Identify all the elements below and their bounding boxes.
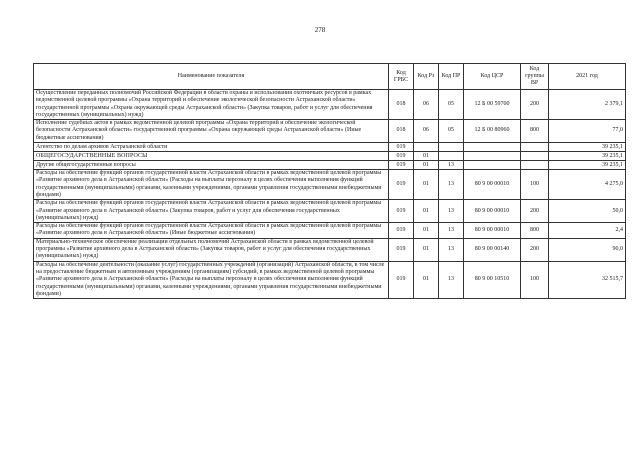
header-grbs-code: Код ГРБС [389,64,414,90]
row-csr: 80 9 00 10510 [464,261,521,298]
row-grbs: 019 [389,152,414,161]
row-pr [439,152,464,161]
row-rz: 01 [414,161,439,170]
row-rz: 01 [414,261,439,298]
row-csr: 80 9 00 00010 [464,170,521,200]
page-number: 278 [314,26,326,34]
row-rz: 01 [414,238,439,261]
table-row [34,170,626,200]
row-csr: 12 Б 00 80960 [464,120,521,143]
row-grbs: 019 [389,143,414,152]
row-vr [521,161,549,170]
table-row [34,90,626,120]
row-vr: 100 [521,261,549,298]
row-rz: 01 [414,223,439,239]
row-grbs: 019 [389,161,414,170]
row-vr: 200 [521,200,549,223]
row-vr [521,143,549,152]
row-indicator-name: Расходы на обеспечение функций органов государственной власти Астраханской области в рамках ведомственной целевой программы «Развитие архивного дела в Астраханской области» (Закупка товаров, работ и услуг для обеспечения государственных (муниципальных) нужд) [34,200,389,223]
row-rz: 01 [414,200,439,223]
row-rz: 01 [414,152,439,161]
row-amount: 2,4 [549,223,626,239]
row-pr: 13 [439,261,464,298]
row-indicator-name: ОБЩЕГОСУДАРСТВЕННЫЕ ВОПРОСЫ [34,152,389,161]
row-csr: 12 Б 00 59700 [464,90,521,120]
row-csr [464,152,521,161]
row-vr: 100 [521,170,549,200]
row-amount: 32 515,7 [549,261,626,298]
table-row [34,261,626,298]
row-grbs: 019 [389,261,414,298]
table-row [34,152,626,161]
row-indicator-name: Агентство по делам архивов Астраханской области [34,143,389,152]
row-pr: 13 [439,223,464,239]
row-rz: 01 [414,170,439,200]
budget-table [33,63,626,299]
row-pr: 05 [439,90,464,120]
header-indicator-name: Наименование показателя [34,64,389,90]
table-header-row [34,64,626,90]
row-pr: 13 [439,161,464,170]
row-rz: 06 [414,120,439,143]
header-csr-code: Код ЦСР [464,64,521,90]
header-pr-code: Код ПР [439,64,464,90]
row-pr [439,143,464,152]
row-grbs: 019 [389,200,414,223]
row-rz [414,143,439,152]
table-row [34,161,626,170]
row-indicator-name: Другие общегосударственные вопросы [34,161,389,170]
row-pr: 13 [439,200,464,223]
row-grbs: 018 [389,120,414,143]
row-amount: 50,0 [549,200,626,223]
row-amount: 39 235,1 [549,143,626,152]
row-grbs: 019 [389,170,414,200]
row-grbs: 019 [389,238,414,261]
table-row [34,200,626,223]
row-vr: 800 [521,120,549,143]
row-indicator-name: Расходы на обеспечение деятельности (оказание услуг) государственных учреждений (организаций) Астраханской области, в том числе на предоставление бюджетным и автономным учреждениям (организациям) субсидий, в рамках ведомственной целевой программы «Развитие архивного дела в Астраханской области» (Расходы на выплаты персоналу в целях обеспечения выполнения функций государственными (муниципальными) органами, казенными учреждениями, органами управления государственными внебюджетными фондами) [34,261,389,298]
row-pr: 13 [439,238,464,261]
row-indicator-name: Исполнение судебных актов в рамках ведомственной целевой программы «Охрана территорий и обеспечение экологической безопасности Астраханской области» государственной программы «Охрана окружающей среды Астраханской области» (Иные бюджетные ассигнования) [34,120,389,143]
table-row [34,143,626,152]
row-pr: 13 [439,170,464,200]
table-row [34,120,626,143]
row-vr: 200 [521,90,549,120]
row-grbs: 018 [389,90,414,120]
row-grbs: 019 [389,223,414,239]
row-csr [464,143,521,152]
row-csr: 80 9 00 00140 [464,238,521,261]
row-indicator-name: Осуществление переданных полномочий Российской Федерации в области охраны и использования охотничьих ресурсов в рамках ведомственной целевой программы «Охрана территорий и обеспечение экологической безопасности Астраханской области» государственной программы «Охрана окружающей среды Астраханской области» (Закупка товаров, работ и услуг для обеспечения государственных (муниципальных) нужд) [34,90,389,120]
header-vr-code: Код группы ВР [521,64,549,90]
row-amount: 39 235,1 [549,152,626,161]
row-indicator-name: Расходы на обеспечение функций органов государственной власти Астраханской области в рамках ведомственной целевой программы «Развитие архивного дела в Астраханской области» (Иные бюджетные ассигнования) [34,223,389,239]
header-year-2021: 2021 год [549,64,626,90]
row-vr [521,152,549,161]
row-csr [464,161,521,170]
row-indicator-name: Материально-техническое обеспечение реализации отдельных полномочий Астраханской области в рамках ведомственной целевой программы «Развитие архивного дела в Астраханской области» (Закупка товаров, работ и услуг для обеспечения государственных (муниципальных) нужд) [34,238,389,261]
row-pr: 05 [439,120,464,143]
row-amount: 4 275,0 [549,170,626,200]
row-csr: 80 9 00 00010 [464,200,521,223]
row-rz: 06 [414,90,439,120]
row-indicator-name: Расходы на обеспечение функций органов государственной власти Астраханской области в рамках ведомственной целевой программы «Развитие архивного дела в Астраханской области» (Расходы на выплаты персоналу в целях обеспечения выполнения функций государственными (муниципальными) органами, казенными учреждениями, органами управления государственными внебюджетными фондами) [34,170,389,200]
row-amount: 39 235,1 [549,161,626,170]
table-row [34,223,626,239]
row-amount: 2 379,1 [549,90,626,120]
row-amount: 77,0 [549,120,626,143]
row-vr: 200 [521,238,549,261]
row-vr: 800 [521,223,549,239]
row-csr: 80 9 00 00010 [464,223,521,239]
header-rz-code: Код Рз [414,64,439,90]
table-row [34,238,626,261]
row-amount: 90,0 [549,238,626,261]
